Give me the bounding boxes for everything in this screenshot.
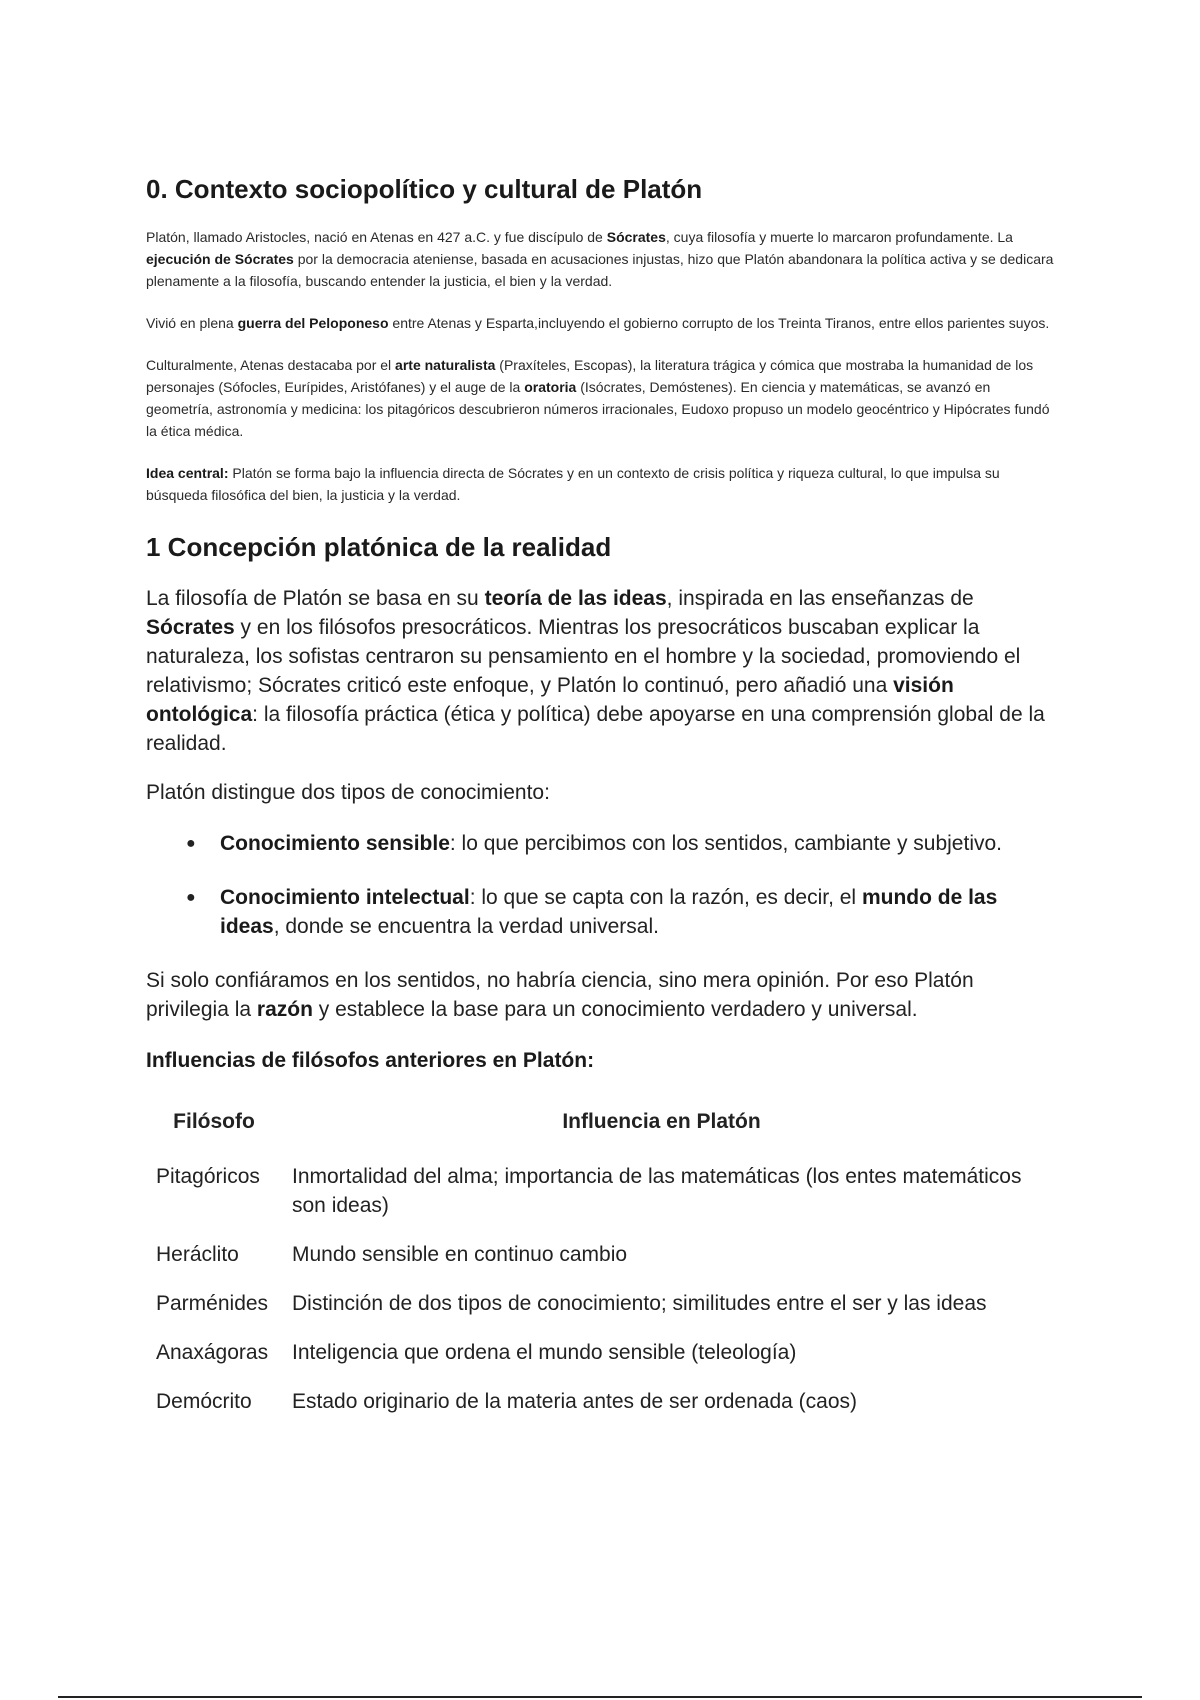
- text-run: : lo que percibimos con los sentidos, cambiante y subjetivo.: [449, 832, 1002, 855]
- bold-text-run: Influencias de filósofos anteriores en Platón: [146, 1049, 588, 1072]
- text-run: : lo que se capta con la razón, es decir, el: [469, 886, 862, 909]
- text-run: Si solo confiáramos en los sentidos, no habría ciencia, sino mera opinión. Por eso Platón privilegia la: [146, 969, 974, 1021]
- table-row: [146, 1281, 1041, 1330]
- table-row: [146, 1379, 1041, 1428]
- bold-text-run: Idea central:: [146, 465, 229, 481]
- text-run: y en los filósofos presocráticos. Mientras los presocráticos buscaban explicar la naturaleza, los sofistas centraron su pensamiento en el hombre y la sociedad, promoviendo el relativismo; Sócrates criticó este enfoque, y Platón lo continuó, pero añadió una: [146, 616, 1021, 697]
- bold-text-run: Sócrates: [146, 616, 235, 639]
- text-run: (Isócrates, Demóstenes). En ciencia y matemáticas, se avanzó en geometría, astronomía y medicina: los pitagóricos descubrieron números irracionales, Eudoxo propuso un modelo geocéntrico y Hipócrates fundó la ética médica.: [146, 379, 1050, 439]
- section-0-paragraph-1: [146, 226, 1056, 292]
- text-run: La filosofía de Platón se basa en su: [146, 587, 485, 610]
- influences-heading: [146, 1046, 1056, 1075]
- section-0-title: 0. Contexto sociopolítico y cultural de Platón: [146, 174, 703, 204]
- influence-cell: Inmortalidad del alma; importancia de las matemáticas (los entes matemáticos son ideas): [292, 1165, 1022, 1217]
- section-1-paragraph-3: [146, 966, 1056, 1024]
- text-run: Vivió en plena: [146, 315, 238, 331]
- bold-text-run: oratoria: [524, 379, 577, 395]
- philosopher-cell: Anaxágoras: [156, 1341, 269, 1364]
- column-header-philosopher: Filósofo: [173, 1110, 255, 1133]
- bold-text-run: Conocimiento sensible: [220, 832, 450, 855]
- bold-text-run: mundo de las ideas: [220, 886, 998, 938]
- text-run: Platón, llamado Aristocles, nació en Atenas en 427 a.C. y fue discípulo de: [146, 229, 607, 245]
- section-1-title: 1 Concepción platónica de la realidad: [146, 532, 612, 562]
- text-run: Culturalmente, Atenas destacaba por el: [146, 357, 396, 373]
- list-item: [186, 883, 1056, 941]
- section-0-paragraph-2: [146, 312, 1056, 334]
- document-page: [146, 172, 1056, 1428]
- text-run: , inspirada en las enseñanzas de: [666, 587, 974, 610]
- bullet-icon: ●: [186, 835, 196, 852]
- influence-cell: Distinción de dos tipos de conocimiento; similitudes entre el ser y las ideas: [292, 1292, 987, 1315]
- bullet-text-intelectual: [220, 886, 997, 938]
- table-header-row: [146, 1097, 1041, 1154]
- philosopher-cell: Pitagóricos: [156, 1165, 260, 1188]
- list-item: [186, 829, 1056, 858]
- page-bottom-divider: [58, 1696, 1142, 1698]
- bullet-text-sensible: [220, 832, 1002, 855]
- bold-text-run: Conocimiento intelectual: [220, 886, 470, 909]
- bold-text-run: Sócrates: [606, 229, 666, 245]
- bullet-icon: ●: [186, 889, 196, 906]
- influence-cell: Inteligencia que ordena el mundo sensible (teleología): [292, 1341, 797, 1364]
- text-run: entre Atenas y Esparta,incluyendo el gobierno corrupto de los Treinta Tiranos, entre ellos parientes suyos.: [388, 315, 1050, 331]
- influence-cell: Estado originario de la materia antes de ser ordenada (caos): [292, 1390, 857, 1413]
- table-row: [146, 1232, 1041, 1281]
- philosopher-cell: Demócrito: [156, 1390, 252, 1413]
- section-0-paragraph-3: [146, 354, 1056, 442]
- philosopher-cell: Heráclito: [156, 1243, 239, 1266]
- bold-text-run: arte naturalista: [395, 357, 496, 373]
- bold-text-run: teoría de las ideas: [484, 587, 667, 610]
- text-run: : la filosofía práctica (ética y política) debe apoyarse en una comprensión global de la realidad.: [146, 703, 1045, 755]
- influence-cell: Mundo sensible en continuo cambio: [292, 1243, 628, 1266]
- bold-text-run: ejecución de Sócrates: [146, 251, 294, 267]
- text-run: por la democracia ateniense, basada en acusaciones injustas, hizo que Platón abandonara la política activa y se dedicara plenamente a la filosofía, buscando entender la justicia, el bien y la verdad.: [146, 251, 1054, 289]
- section-0-central-idea: [146, 462, 1056, 506]
- text-run: :: [587, 1049, 595, 1072]
- knowledge-types-list: [146, 829, 1056, 941]
- text-run: Platón distingue dos tipos de conocimiento:: [146, 781, 550, 804]
- table-row: [146, 1330, 1041, 1379]
- bold-text-run: guerra del Peloponeso: [237, 315, 389, 331]
- table-row: [146, 1154, 1041, 1232]
- influences-table: [146, 1097, 1041, 1428]
- text-run: , donde se encuentra la verdad universal.: [273, 915, 659, 938]
- text-run: Platón se forma bajo la influencia directa de Sócrates y en un contexto de crisis política y riqueza cultural, lo que impulsa su búsqueda filosófica del bien, la justicia y la verdad.: [146, 465, 1000, 503]
- section-1-paragraph-2: [146, 778, 1056, 807]
- bold-text-run: visión ontológica: [146, 674, 954, 726]
- section-1-paragraph-1: [146, 584, 1056, 758]
- text-run: (Praxíteles, Escopas), la literatura trágica y cómica que mostraba la humanidad de los personajes (Sófocles, Eurípides, Aristófanes) y el auge de la: [146, 357, 1034, 395]
- text-run: y establece la base para un conocimiento verdadero y universal.: [312, 998, 918, 1021]
- column-header-influence: Influencia en Platón: [562, 1110, 761, 1133]
- text-run: , cuya filosofía y muerte lo marcaron profundamente. La: [665, 229, 1013, 245]
- philosopher-cell: Parménides: [156, 1292, 269, 1315]
- bold-text-run: razón: [256, 998, 313, 1021]
